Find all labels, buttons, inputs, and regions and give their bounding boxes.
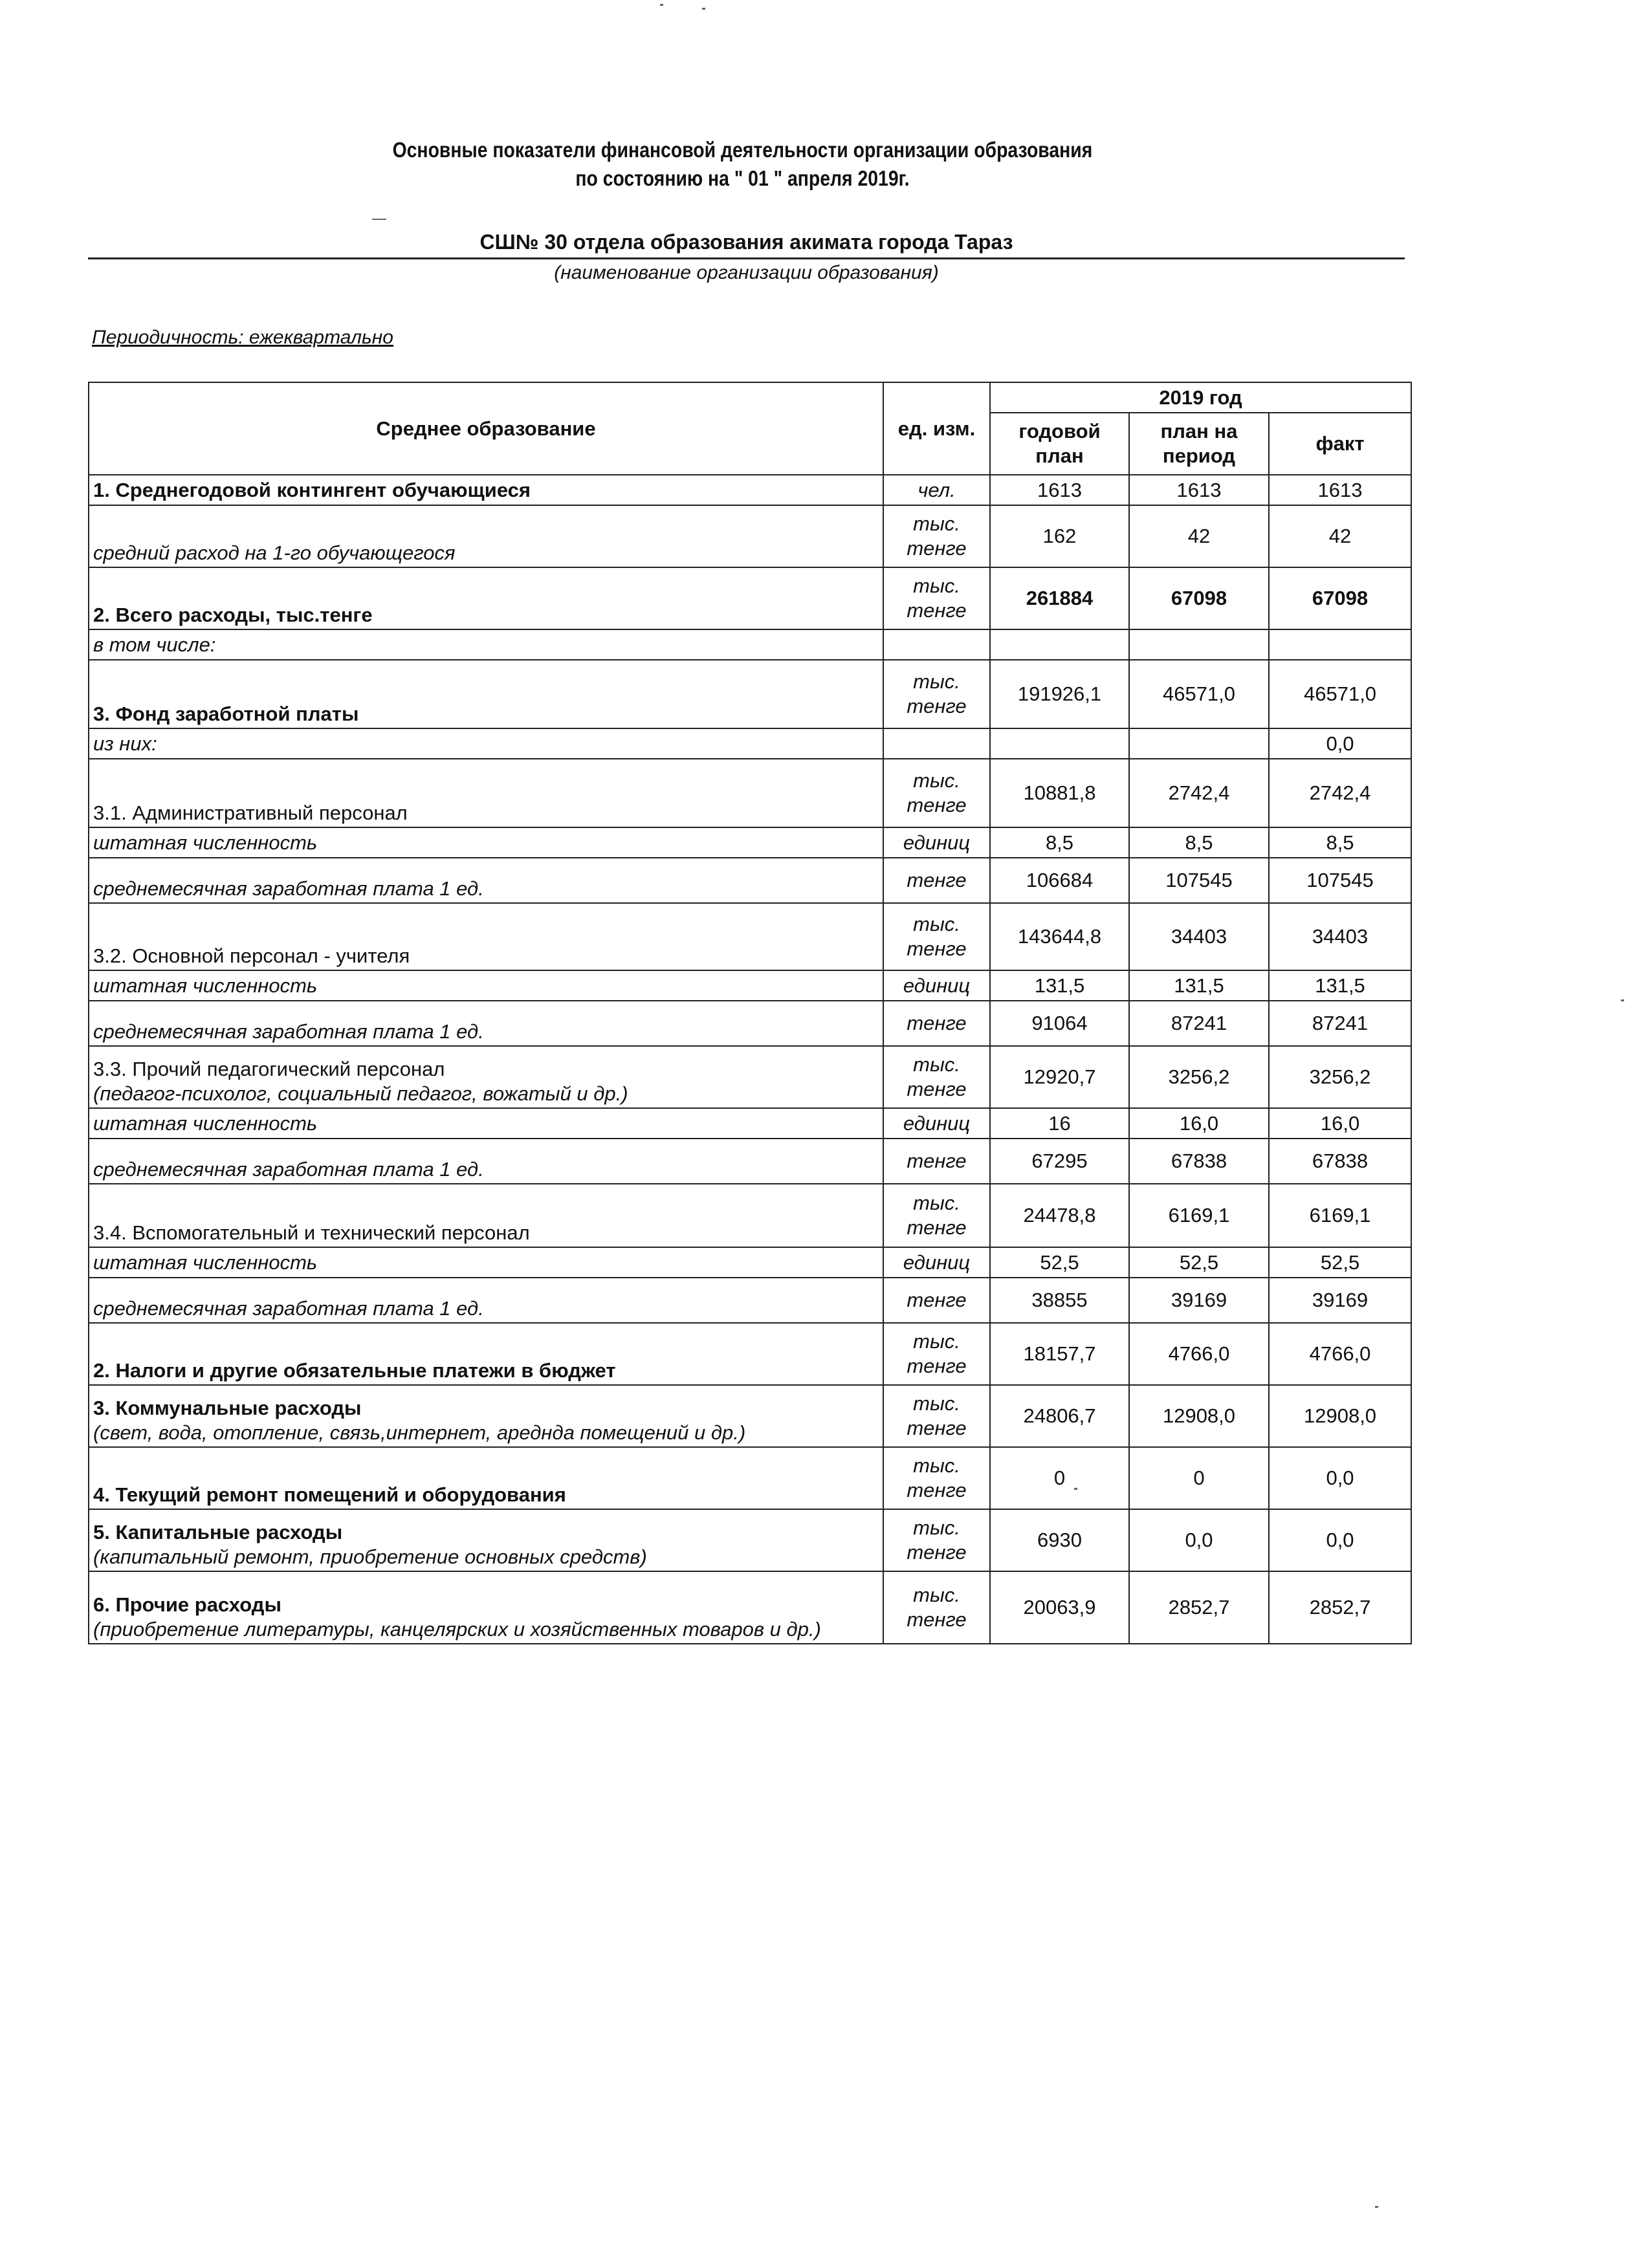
row-value-annual: [990, 728, 1129, 759]
row-unit: тенге: [883, 858, 990, 903]
row-value-period: 46571,0: [1129, 660, 1269, 728]
row-value-annual: 162: [990, 505, 1129, 567]
header-period-plan: план на период: [1129, 413, 1269, 475]
row-value-period: 2742,4: [1129, 759, 1269, 827]
row-value-fact: 87241: [1269, 1001, 1411, 1046]
row-name: [89, 1247, 883, 1278]
row-value-annual: 191926,1: [990, 660, 1129, 728]
row-name-text: среднемесячная заработная плата 1 ед.: [93, 877, 484, 900]
table-row: [89, 1385, 1411, 1447]
row-name-text: 1. Среднегодовой контингент обучающиеся: [93, 478, 531, 501]
row-value-annual: 131,5: [990, 970, 1129, 1001]
table-row: [89, 1001, 1411, 1046]
row-name: [89, 728, 883, 759]
row-name: [89, 629, 883, 660]
row-name-text: штатная численность: [93, 1250, 318, 1274]
row-value-annual: 143644,8: [990, 903, 1129, 970]
document-title: [104, 136, 1381, 193]
row-value-fact: 107545: [1269, 858, 1411, 903]
row-name: [89, 1001, 883, 1046]
row-name-subtext: (педагог-психолог, социальный педагог, вожатый и др.): [93, 1082, 628, 1105]
row-unit: [883, 728, 990, 759]
row-value-fact: 12908,0: [1269, 1385, 1411, 1447]
row-value-period: 1613: [1129, 475, 1269, 505]
row-value-fact: 3256,2: [1269, 1046, 1411, 1108]
row-name: [89, 970, 883, 1001]
row-name: [89, 660, 883, 728]
table-row: [89, 1046, 1411, 1108]
row-value-period: 34403: [1129, 903, 1269, 970]
row-value-fact: 16,0: [1269, 1108, 1411, 1139]
row-value-fact: 4766,0: [1269, 1323, 1411, 1385]
row-value-annual: 91064: [990, 1001, 1129, 1046]
row-value-period: [1129, 728, 1269, 759]
row-value-annual: 106684: [990, 858, 1129, 903]
row-value-period: 4766,0: [1129, 1323, 1269, 1385]
row-name-text: 2. Налоги и другие обязательные платежи в бюджет: [93, 1359, 616, 1382]
row-name-subtext: (капитальный ремонт, приобретение основных средств): [93, 1545, 647, 1568]
table-row: [89, 1184, 1411, 1247]
row-value-annual: 24478,8: [990, 1184, 1129, 1247]
row-value-fact: 0,0: [1269, 728, 1411, 759]
row-value-fact: 6169,1: [1269, 1184, 1411, 1247]
row-name: [89, 759, 883, 827]
table-row: [89, 759, 1411, 827]
row-unit: тыс. тенге: [883, 1447, 990, 1509]
row-unit: единиц: [883, 970, 990, 1001]
row-value-annual: 24806,7: [990, 1385, 1129, 1447]
row-unit: тыс. тенге: [883, 505, 990, 567]
table-row: [89, 567, 1411, 629]
row-unit: тыс. тенге: [883, 1385, 990, 1447]
row-value-period: 3256,2: [1129, 1046, 1269, 1108]
row-value-annual: 10881,8: [990, 759, 1129, 827]
row-name: [89, 505, 883, 567]
table-row: [89, 1108, 1411, 1139]
row-name-text: среднемесячная заработная плата 1 ед.: [93, 1158, 484, 1181]
row-name: [89, 858, 883, 903]
scan-speck: [660, 4, 663, 6]
row-name: [89, 475, 883, 505]
row-value-annual: 6930: [990, 1509, 1129, 1571]
title-line-1: Основные показатели финансовой деятельности организации образования: [392, 138, 1093, 162]
row-name: [89, 1139, 883, 1184]
row-value-annual: 12920,7: [990, 1046, 1129, 1108]
row-value-period: [1129, 629, 1269, 660]
row-value-annual: 8,5: [990, 827, 1129, 858]
row-name-text: штатная численность: [93, 831, 318, 854]
row-value-annual: 16: [990, 1108, 1129, 1139]
row-value-annual: 67295: [990, 1139, 1129, 1184]
financial-indicators-table: [88, 382, 1412, 1644]
row-name: [89, 1108, 883, 1139]
row-value-fact: 8,5: [1269, 827, 1411, 858]
row-value-period: 107545: [1129, 858, 1269, 903]
row-value-fact: 52,5: [1269, 1247, 1411, 1278]
row-value-period: 52,5: [1129, 1247, 1269, 1278]
table-row: [89, 858, 1411, 903]
row-value-annual: 20063,9: [990, 1571, 1129, 1644]
row-value-fact: 131,5: [1269, 970, 1411, 1001]
row-value-period: 8,5: [1129, 827, 1269, 858]
row-name-text: 3.1. Административный персонал: [93, 801, 408, 824]
scan-speck: [702, 8, 705, 10]
row-value-fact: 1613: [1269, 475, 1411, 505]
table-row: [89, 970, 1411, 1001]
organization-caption: (наименование организации образования): [554, 262, 939, 283]
table-row: [89, 629, 1411, 660]
row-unit: тенге: [883, 1139, 990, 1184]
row-name-text: 6. Прочие расходы: [93, 1593, 281, 1616]
table-row: [89, 1278, 1411, 1323]
row-value-period: 42: [1129, 505, 1269, 567]
row-value-period: 0,0: [1129, 1509, 1269, 1571]
title-line-2: по состоянию на " 01 " апреля 2019г.: [575, 166, 910, 190]
row-name: [89, 1509, 883, 1571]
row-name-text: в том числе:: [93, 633, 216, 656]
row-value-period: 131,5: [1129, 970, 1269, 1001]
row-unit: единиц: [883, 827, 990, 858]
table-row: [89, 1323, 1411, 1385]
row-value-fact: 67098: [1269, 567, 1411, 629]
row-name-text: 3.4. Вспомогательный и технический персонал: [93, 1221, 530, 1244]
scan-speck: [1621, 999, 1624, 1001]
row-unit: тыс. тенге: [883, 1323, 990, 1385]
scan-speck: [1375, 2206, 1378, 2208]
scan-speck: [372, 219, 386, 220]
row-unit: единиц: [883, 1247, 990, 1278]
table-row: [89, 1247, 1411, 1278]
row-value-annual: 18157,7: [990, 1323, 1129, 1385]
table-row: [89, 1509, 1411, 1571]
row-value-period: 0: [1129, 1447, 1269, 1509]
row-name: [89, 1278, 883, 1323]
row-unit: тенге: [883, 1278, 990, 1323]
row-name-text: 3.2. Основной персонал - учителя: [93, 944, 410, 967]
row-name-text: 4. Текущий ремонт помещений и оборудования: [93, 1483, 566, 1506]
row-value-fact: 0,0: [1269, 1447, 1411, 1509]
row-name-text: штатная численность: [93, 974, 318, 997]
row-unit: единиц: [883, 1108, 990, 1139]
table-row: [89, 1447, 1411, 1509]
row-value-annual: 0: [990, 1447, 1129, 1509]
row-value-annual: [990, 629, 1129, 660]
row-value-annual: 1613: [990, 475, 1129, 505]
scan-speck: [1074, 1488, 1077, 1490]
row-name-subtext: (приобретение литературы, канцелярских и хозяйственных товаров и др.): [93, 1618, 821, 1641]
table-row: [89, 728, 1411, 759]
row-name: [89, 1046, 883, 1108]
row-name: [89, 827, 883, 858]
row-value-period: 87241: [1129, 1001, 1269, 1046]
row-value-fact: 46571,0: [1269, 660, 1411, 728]
row-name-text: штатная численность: [93, 1111, 318, 1135]
row-name: [89, 1571, 883, 1644]
row-name: [89, 1447, 883, 1509]
header-year: 2019 год: [990, 382, 1411, 413]
row-unit: тыс. тенге: [883, 1046, 990, 1108]
row-name-text: из них:: [93, 732, 157, 755]
row-value-period: 67098: [1129, 567, 1269, 629]
periodicity-label: Периодичность: ежеквартально: [92, 327, 393, 348]
row-unit: тыс. тенге: [883, 759, 990, 827]
row-value-fact: 42: [1269, 505, 1411, 567]
row-value-annual: 261884: [990, 567, 1129, 629]
row-name: [89, 1385, 883, 1447]
row-value-period: 16,0: [1129, 1108, 1269, 1139]
row-value-fact: 34403: [1269, 903, 1411, 970]
row-name-text: 3.3. Прочий педагогический персонал: [93, 1058, 445, 1080]
row-unit: тенге: [883, 1001, 990, 1046]
header-annual-plan: годовой план: [990, 413, 1129, 475]
row-value-fact: 0,0: [1269, 1509, 1411, 1571]
row-value-annual: 52,5: [990, 1247, 1129, 1278]
row-value-period: 39169: [1129, 1278, 1269, 1323]
row-name: [89, 1323, 883, 1385]
row-value-fact: 2742,4: [1269, 759, 1411, 827]
header-fact: факт: [1269, 413, 1411, 475]
table-row: [89, 660, 1411, 728]
row-value-fact: 67838: [1269, 1139, 1411, 1184]
row-unit: тыс. тенге: [883, 1509, 990, 1571]
row-name: [89, 1184, 883, 1247]
table-row: [89, 827, 1411, 858]
row-unit: тыс. тенге: [883, 903, 990, 970]
header-unit: ед. изм.: [883, 382, 990, 475]
header-education: Среднее образование: [89, 382, 883, 475]
organization-name: СШ№ 30 отдела образования акимата города Тараз: [88, 228, 1405, 259]
row-unit: тыс. тенге: [883, 660, 990, 728]
row-name-text: 5. Капитальные расходы: [93, 1521, 343, 1543]
row-name-text: 2. Всего расходы, тыс.тенге: [93, 604, 373, 626]
row-name: [89, 567, 883, 629]
row-value-period: 12908,0: [1129, 1385, 1269, 1447]
row-unit: [883, 629, 990, 660]
row-unit: тыс. тенге: [883, 567, 990, 629]
table-row: [89, 475, 1411, 505]
row-value-fact: 2852,7: [1269, 1571, 1411, 1644]
row-value-period: 67838: [1129, 1139, 1269, 1184]
row-name-text: среднемесячная заработная плата 1 ед.: [93, 1297, 484, 1320]
row-name-text: средний расход на 1-го обучающегося: [93, 541, 456, 564]
row-unit: тыс. тенге: [883, 1184, 990, 1247]
row-value-period: 2852,7: [1129, 1571, 1269, 1644]
row-name-text: 3. Фонд заработной платы: [93, 703, 359, 725]
table-row: [89, 1571, 1411, 1644]
row-value-fact: 39169: [1269, 1278, 1411, 1323]
row-name-text: среднемесячная заработная плата 1 ед.: [93, 1020, 484, 1043]
row-value-annual: 38855: [990, 1278, 1129, 1323]
row-unit: тыс. тенге: [883, 1571, 990, 1644]
row-name-subtext: (свет, вода, отопление, связь,интернет, ареднда помещений и др.): [93, 1421, 746, 1444]
row-unit: чел.: [883, 475, 990, 505]
table-row: [89, 903, 1411, 970]
table-row: [89, 1139, 1411, 1184]
row-value-period: 6169,1: [1129, 1184, 1269, 1247]
row-name-text: 3. Коммунальные расходы: [93, 1397, 362, 1419]
row-value-fact: [1269, 629, 1411, 660]
row-name: [89, 903, 883, 970]
table-row: [89, 505, 1411, 567]
